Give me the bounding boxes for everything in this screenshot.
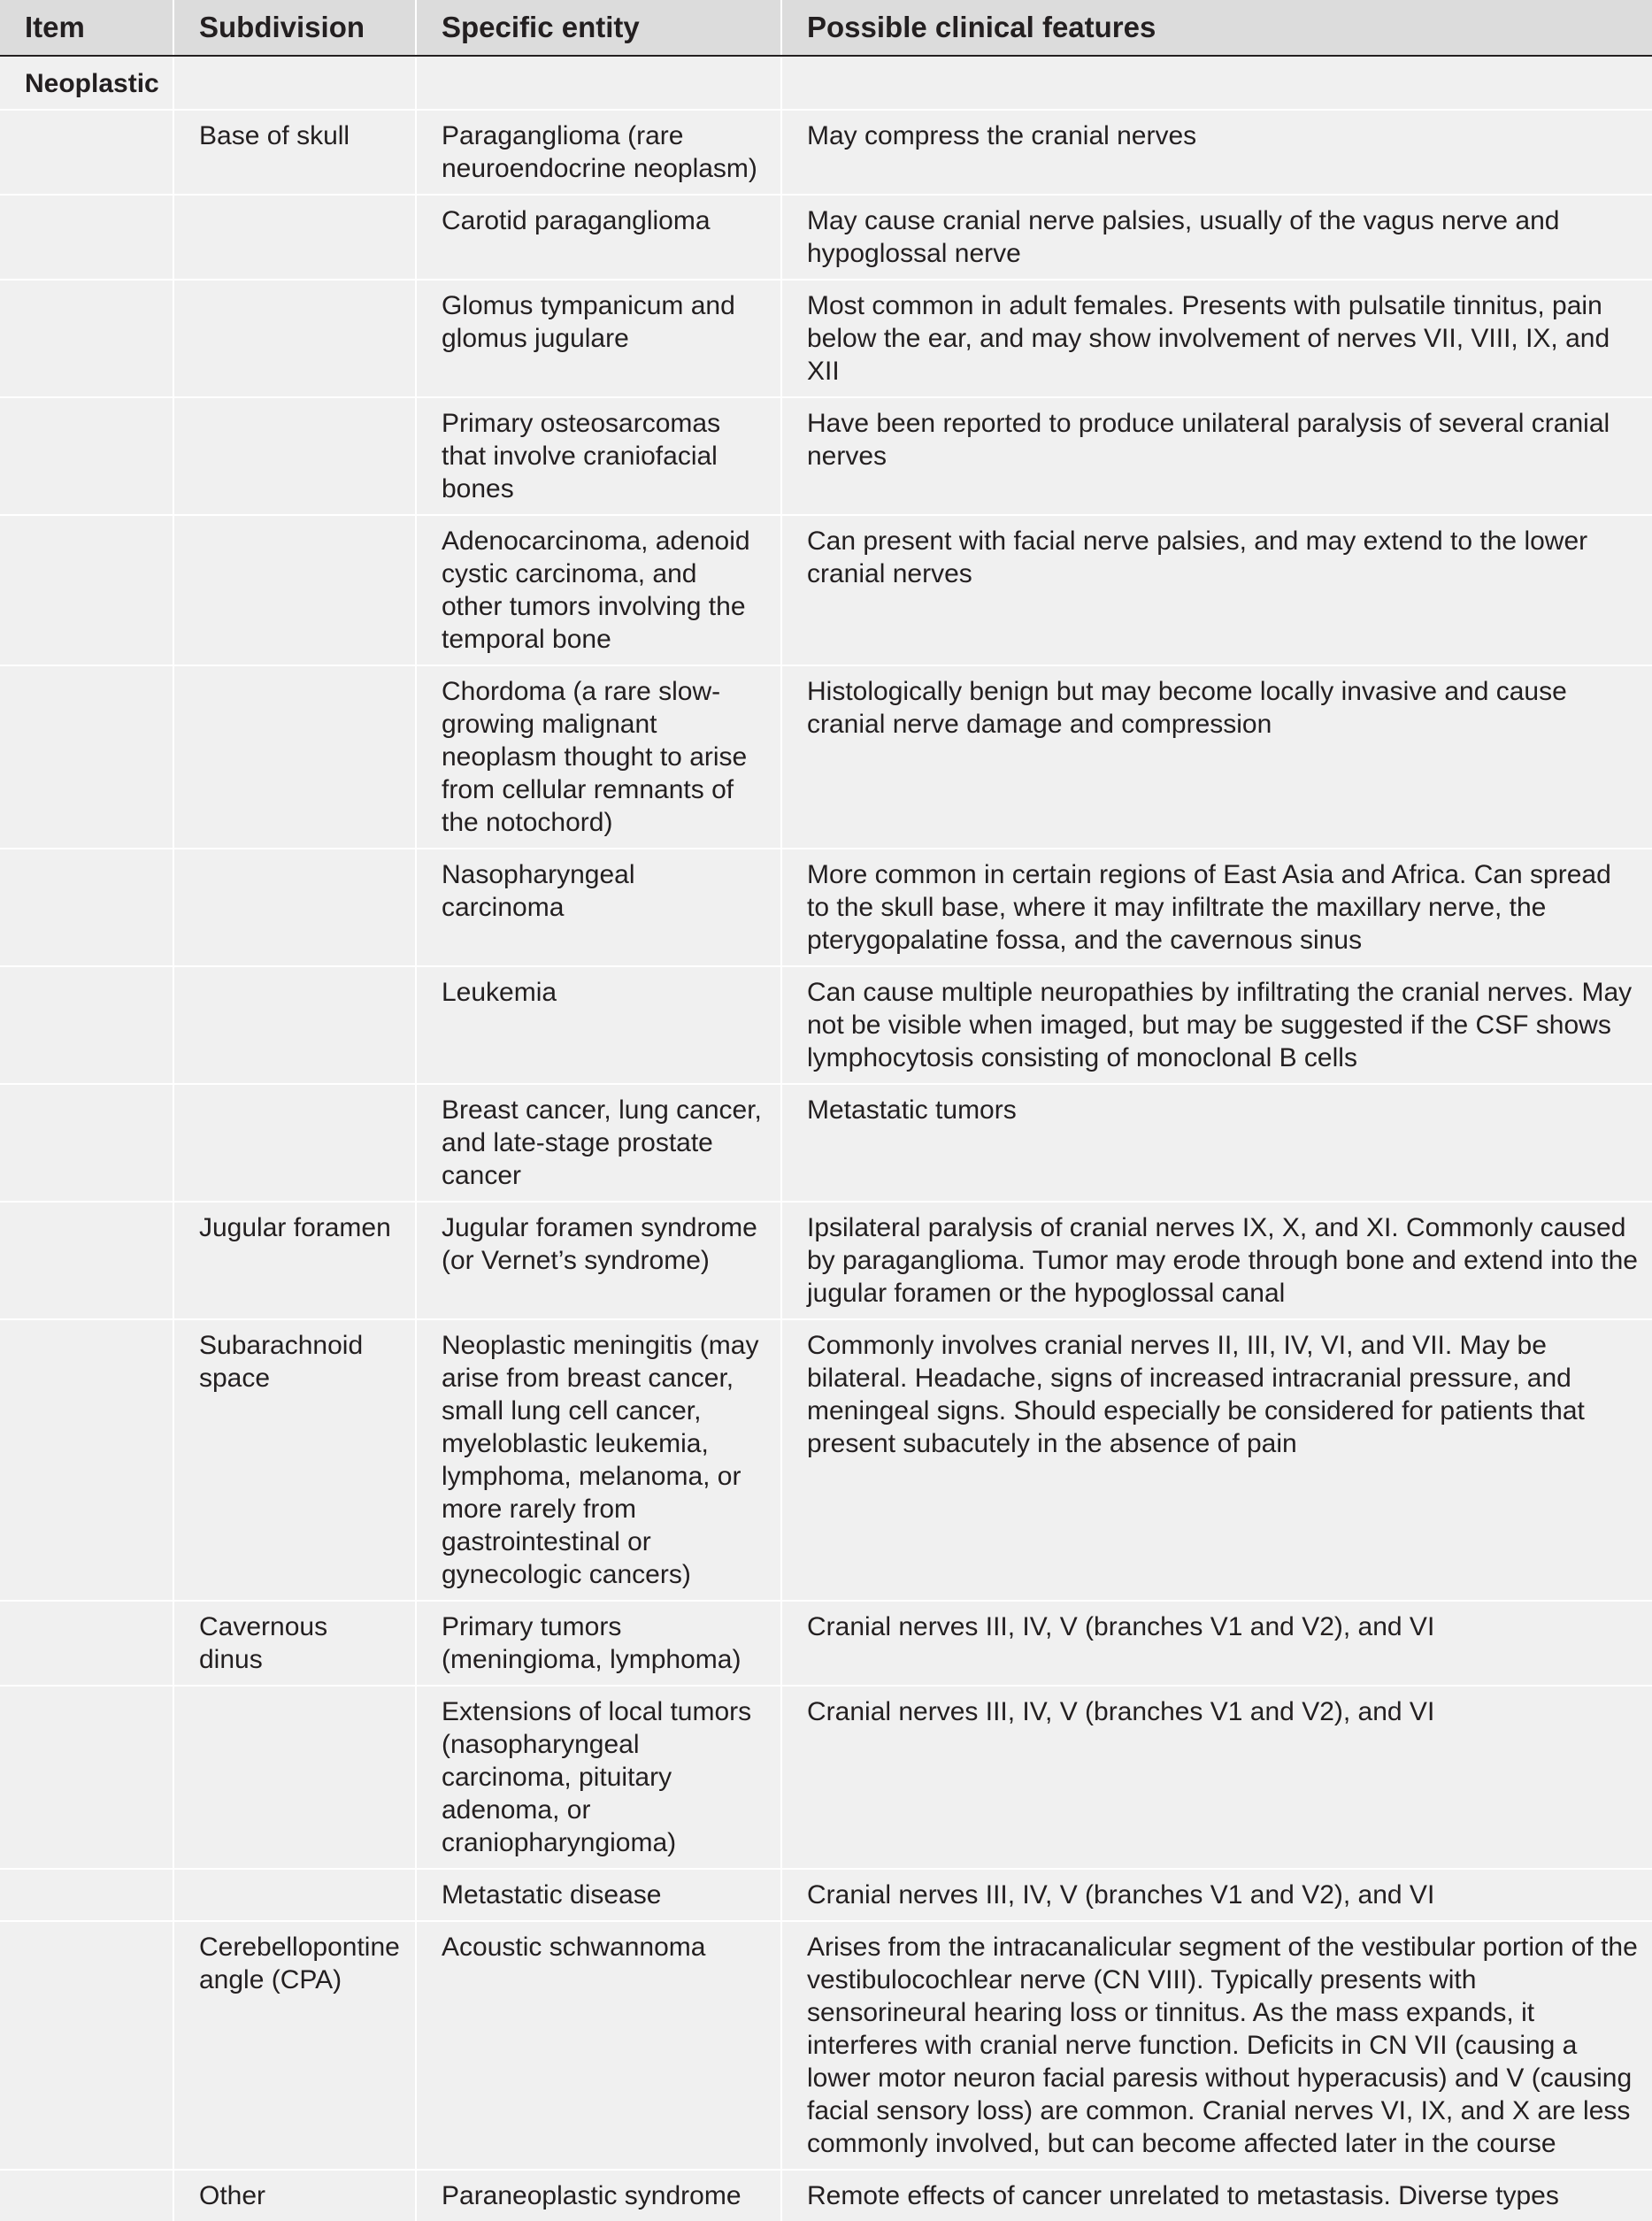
table-row (0, 1202, 1652, 1319)
header-clinical-features: Possible clinical features (781, 0, 1652, 56)
table-row (0, 515, 1652, 665)
entity-cell: Leukemia (416, 966, 781, 1084)
features-cell: Can present with facial nerve palsies, and may extend to the lower cranial nerves (781, 515, 1652, 665)
features-cell: Histologically benign but may become locally invasive and cause cranial nerve damage and compression (781, 665, 1652, 849)
group-row (0, 56, 1652, 110)
header-specific-entity: Specific entity (416, 0, 781, 56)
table-row (0, 1921, 1652, 2170)
subdivision-cell (173, 966, 416, 1084)
features-cell: Cranial nerves III, IV, V (branches V1 and V2), and VI (781, 1601, 1652, 1686)
features-cell: Have been reported to produce unilateral paralysis of several cranial nerves (781, 397, 1652, 515)
features-cell: Arises from the intracanalicular segment of the vestibular portion of the vestibulocochlear nerve (CN VIII). Typically presents with sensorineural hearing loss or tinnitus. As the mass expands, it interferes with cranial nerve function. Deficits in CN VII (causing a lower motor neuron facial paresis without hyperacusis) and V (causing facial sensory loss) are common. Cranial nerves VI, IX, and X are less commonly involved, but can become affected later in the course (781, 1921, 1652, 2170)
entity-cell: Glomus tympanicum and glomus jugulare (416, 280, 781, 397)
subdivision-cell (173, 397, 416, 515)
entity-cell: Metastatic disease (416, 1869, 781, 1921)
table-row (0, 1319, 1652, 1601)
entity-cell: Breast cancer, lung cancer, and late-stage prostate cancer (416, 1084, 781, 1202)
entity-cell: Nasopharyngeal carcinoma (416, 849, 781, 966)
subdivision-cell (173, 849, 416, 966)
table-row (0, 966, 1652, 1084)
subdivision-cell (173, 515, 416, 665)
table-row (0, 195, 1652, 280)
table-row (0, 280, 1652, 397)
entity-cell: Extensions of local tumors (nasopharyngeal carcinoma, pituitary adenoma, or craniopharyngioma) (416, 1686, 781, 1869)
table-row (0, 665, 1652, 849)
subdivision-cell (173, 1084, 416, 1202)
entity-cell: Adenocarcinoma, adenoid cystic carcinoma, and other tumors involving the temporal bone (416, 515, 781, 665)
subdivision-cell: Other (173, 2170, 416, 2221)
table-row (0, 1084, 1652, 1202)
subdivision-cell: Cavernous dinus (173, 1601, 416, 1686)
features-cell: Metastatic tumors (781, 1084, 1652, 1202)
features-cell: May cause cranial nerve palsies, usually of the vagus nerve and hypoglossal nerve (781, 195, 1652, 280)
entity-cell: Paraganglioma (rare neuroendocrine neoplasm) (416, 110, 781, 195)
subdivision-cell (173, 665, 416, 849)
subdivision-cell: Base of skull (173, 110, 416, 195)
entity-cell: Primary osteosarcomas that involve craniofacial bones (416, 397, 781, 515)
entity-cell: Acoustic schwannoma (416, 1921, 781, 2170)
subdivision-cell (173, 1686, 416, 1869)
table-row (0, 2170, 1652, 2221)
features-cell: Remote effects of cancer unrelated to metastasis. Diverse types (781, 2170, 1652, 2221)
entity-cell: Chordoma (a rare slow-growing malignant neoplasm thought to arise from cellular remnants of the notochord) (416, 665, 781, 849)
features-cell: Most common in adult females. Presents with pulsatile tinnitus, pain below the ear, and may show involvement of nerves VII, VIII, IX, and XII (781, 280, 1652, 397)
features-cell: Cranial nerves III, IV, V (branches V1 and V2), and VI (781, 1686, 1652, 1869)
subdivision-cell (173, 195, 416, 280)
subdivision-cell: Subarachnoid space (173, 1319, 416, 1601)
features-cell: May compress the cranial nerves (781, 110, 1652, 195)
table-row (0, 1601, 1652, 1686)
group-label-neoplastic: Neoplastic (0, 56, 173, 110)
table-row (0, 397, 1652, 515)
entity-cell: Neoplastic meningitis (may arise from breast cancer, small lung cell cancer, myeloblastic leukemia, lymphoma, melanoma, or more rarely from gastrointestinal or gynecologic cancers) (416, 1319, 781, 1601)
entity-cell: Primary tumors (meningioma, lymphoma) (416, 1601, 781, 1686)
header-subdivision: Subdivision (173, 0, 416, 56)
subdivision-cell (173, 1869, 416, 1921)
table-row (0, 849, 1652, 966)
features-cell: Ipsilateral paralysis of cranial nerves IX, X, and XI. Commonly caused by paraganglioma. Tumor may erode through bone and extend into the jugular foramen or the hypoglossal canal (781, 1202, 1652, 1319)
subdivision-cell (173, 280, 416, 397)
subdivision-cell: Cerebellopontine angle (CPA) (173, 1921, 416, 2170)
header-row (0, 0, 1652, 56)
subdivision-cell: Jugular foramen (173, 1202, 416, 1319)
header-item: Item (0, 0, 173, 56)
entity-cell: Paraneoplastic syndrome (416, 2170, 781, 2221)
features-cell: Cranial nerves III, IV, V (branches V1 and V2), and VI (781, 1869, 1652, 1921)
features-cell: Can cause multiple neuropathies by infiltrating the cranial nerves. May not be visible when imaged, but may be suggested if the CSF shows lymphocytosis consisting of monoclonal B cells (781, 966, 1652, 1084)
table-row (0, 1869, 1652, 1921)
features-cell: More common in certain regions of East Asia and Africa. Can spread to the skull base, where it may infiltrate the maxillary nerve, the pterygopalatine fossa, and the cavernous sinus (781, 849, 1652, 966)
table-row (0, 110, 1652, 195)
entity-cell: Jugular foramen syndrome (or Vernet’s syndrome) (416, 1202, 781, 1319)
features-cell: Commonly involves cranial nerves II, III, IV, VI, and VII. May be bilateral. Headache, signs of increased intracranial pressure, and meningeal signs. Should especially be considered for patients that present subacutely in the absence of pain (781, 1319, 1652, 1601)
entity-cell: Carotid paraganglioma (416, 195, 781, 280)
table-row (0, 1686, 1652, 1869)
